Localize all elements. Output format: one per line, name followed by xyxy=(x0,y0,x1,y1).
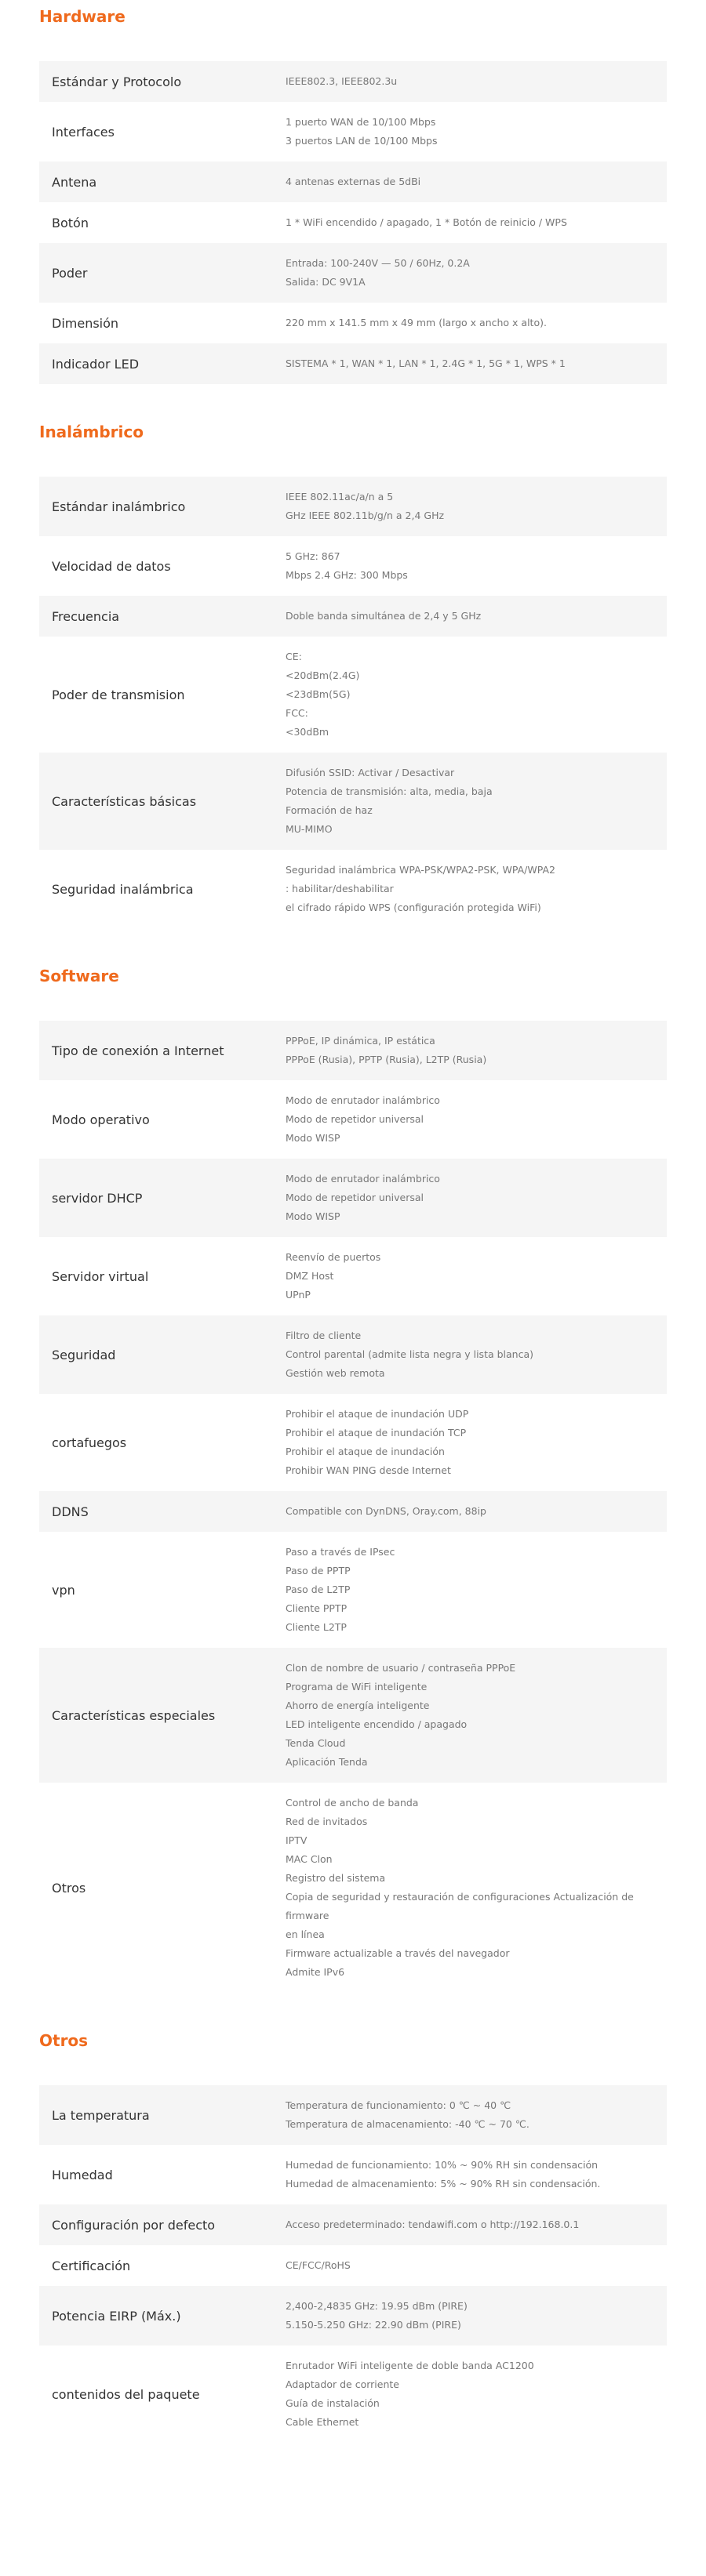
spec-row xyxy=(39,1783,667,1993)
spec-value-line: Humedad de funcionamiento: 10% ~ 90% RH sin condensación xyxy=(286,2159,599,2171)
spec-row xyxy=(39,161,667,202)
spec-row xyxy=(39,2245,667,2286)
spec-value xyxy=(286,2204,667,2245)
spec-value-line: 4 antenas externas de 5dBi xyxy=(286,176,421,187)
spec-row xyxy=(39,596,667,637)
spec-row xyxy=(39,343,667,384)
spec-row xyxy=(39,102,667,161)
spec-value-line: Firmware actualizable a través del navegador xyxy=(286,1947,510,1959)
spec-label: Poder de transmision xyxy=(52,687,185,702)
spec-label: La temperatura xyxy=(52,2107,150,2123)
spec-row xyxy=(39,1532,667,1648)
spec-value-line: 5.150-5.250 GHz: 22.90 dBm (PIRE) xyxy=(286,2319,461,2331)
spec-value xyxy=(286,102,667,161)
spec-row xyxy=(39,202,667,243)
section-hardware xyxy=(0,0,706,384)
spec-value xyxy=(286,637,667,753)
spec-label: Tipo de conexión a Internet xyxy=(52,1043,224,1058)
spec-value-line: en línea xyxy=(286,1928,325,1940)
spec-value-line: Modo de enrutador inalámbrico xyxy=(286,1173,440,1185)
spec-value-line: <20dBm(2.4G) xyxy=(286,669,360,681)
spec-value-line: CE: xyxy=(286,651,302,662)
spec-value-line: Copia de seguridad y restauración de configuraciones Actualización de xyxy=(286,1891,634,1903)
spec-label: Potencia EIRP (Máx.) xyxy=(52,2308,181,2324)
spec-value-line: Filtro de cliente xyxy=(286,1330,362,1341)
spec-label: Antena xyxy=(52,174,97,190)
spec-value-line: Potencia de transmisión: alta, media, baja xyxy=(286,785,493,797)
spec-value-line: Prohibir el ataque de inundación xyxy=(286,1446,445,1457)
spec-value-line: Tenda Cloud xyxy=(286,1737,346,1749)
spec-row xyxy=(39,477,667,536)
spec-value-line: Entrada: 100-240V — 50 / 60Hz, 0.2A xyxy=(286,257,470,269)
spec-value-line: Acceso predeterminado: tendawifi.com o http://192.168.0.1 xyxy=(286,2219,580,2230)
spec-value-line: Modo de repetidor universal xyxy=(286,1113,424,1125)
spec-value-line: Clon de nombre de usuario / contraseña PPPoE xyxy=(286,1662,516,1674)
spec-label: servidor DHCP xyxy=(52,1190,143,1206)
spec-value-line: Modo de enrutador inalámbrico xyxy=(286,1094,440,1106)
spec-value-line: CE/FCC/RoHS xyxy=(286,2259,351,2271)
spec-value-line: Modo WISP xyxy=(286,1132,340,1144)
spec-table xyxy=(39,2085,667,2443)
spec-value-line: 220 mm x 141.5 mm x 49 mm (largo x ancho x alto). xyxy=(286,317,547,328)
spec-row xyxy=(39,1394,667,1491)
spec-row xyxy=(39,1021,667,1080)
spec-value-line: 2,400-2,4835 GHz: 19.95 dBm (PIRE) xyxy=(286,2300,468,2312)
spec-value xyxy=(286,1394,667,1491)
spec-row xyxy=(39,2085,667,2145)
spec-row xyxy=(39,2204,667,2245)
spec-row xyxy=(39,303,667,343)
spec-value-line: Cliente PPTP xyxy=(286,1602,348,1614)
spec-value-line: Prohibir el ataque de inundación TCP xyxy=(286,1427,467,1439)
spec-row xyxy=(39,243,667,303)
spec-value-line: Compatible con DynDNS, Oray.com, 88ip xyxy=(286,1505,486,1517)
spec-row xyxy=(39,850,667,928)
spec-value xyxy=(286,1648,667,1783)
spec-value xyxy=(286,161,667,202)
spec-label: Estándar y Protocolo xyxy=(52,74,182,89)
spec-value-line: Prohibir el ataque de inundación UDP xyxy=(286,1408,469,1420)
spec-label: Poder xyxy=(52,265,88,281)
spec-value xyxy=(286,1021,667,1080)
spec-value-line: : habilitar/deshabilitar xyxy=(286,883,394,894)
spec-value-line: Red de invitados xyxy=(286,1816,368,1827)
spec-value xyxy=(286,753,667,850)
spec-label: Servidor virtual xyxy=(52,1268,149,1284)
spec-value-line: Prohibir WAN PING desde Internet xyxy=(286,1464,451,1476)
spec-value xyxy=(286,2245,667,2286)
spec-value xyxy=(286,243,667,303)
spec-row xyxy=(39,1315,667,1394)
spec-value-line: Admite IPv6 xyxy=(286,1966,345,1978)
spec-value-line: LED inteligente encendido / apagado xyxy=(286,1718,468,1730)
spec-table xyxy=(39,477,667,928)
spec-value-line: Paso a través de IPsec xyxy=(286,1546,395,1558)
spec-label: Configuración por defecto xyxy=(52,2217,216,2233)
spec-value xyxy=(286,1159,667,1237)
spec-value-line: FCC: xyxy=(286,707,308,719)
spec-value-line: Adaptador de corriente xyxy=(286,2378,399,2390)
spec-value-line: <23dBm(5G) xyxy=(286,688,351,700)
section-software xyxy=(0,960,706,1993)
spec-value-line: Formación de haz xyxy=(286,804,373,816)
spec-value xyxy=(286,1491,667,1532)
spec-row xyxy=(39,753,667,850)
spec-value-line: Cable Ethernet xyxy=(286,2416,359,2428)
spec-value-line: Ahorro de energía inteligente xyxy=(286,1700,430,1711)
spec-label: Botón xyxy=(52,215,89,230)
spec-value-line: MAC Clon xyxy=(286,1853,333,1865)
spec-value xyxy=(286,2286,667,2346)
spec-value-line: Enrutador WiFi inteligente de doble banda AC1200 xyxy=(286,2360,534,2371)
spec-value-line: Modo WISP xyxy=(286,1210,340,1222)
spec-label: Características básicas xyxy=(52,793,197,809)
spec-value-line: 5 GHz: 867 xyxy=(286,550,340,562)
spec-label: Dimensión xyxy=(52,315,119,331)
spec-value-line: UPnP xyxy=(286,1289,311,1301)
spec-value xyxy=(286,477,667,536)
spec-row xyxy=(39,1159,667,1237)
spec-label: Características especiales xyxy=(52,1707,216,1723)
section-title: Inalámbrico xyxy=(39,423,144,441)
spec-row xyxy=(39,2286,667,2346)
spec-label: Frecuencia xyxy=(52,608,120,624)
spec-value xyxy=(286,850,667,928)
spec-value xyxy=(286,1783,667,1993)
spec-value-line: 1 puerto WAN de 10/100 Mbps xyxy=(286,116,436,128)
section-inalambrico xyxy=(0,415,706,928)
spec-value-line: Programa de WiFi inteligente xyxy=(286,1681,428,1693)
spec-value-line: Aplicación Tenda xyxy=(286,1756,368,1768)
spec-value xyxy=(286,343,667,384)
section-title: Otros xyxy=(39,2031,89,2050)
spec-label: Indicador LED xyxy=(52,356,140,372)
spec-value-line: el cifrado rápido WPS (configuración protegida WiFi) xyxy=(286,902,541,913)
spec-label: Otros xyxy=(52,1880,86,1896)
spec-label: Modo operativo xyxy=(52,1112,150,1127)
spec-value-line: PPPoE (Rusia), PPTP (Rusia), L2TP (Rusia) xyxy=(286,1054,487,1065)
spec-label: vpn xyxy=(52,1582,75,1598)
spec-value-line: IEEE802.3, IEEE802.3u xyxy=(286,75,398,87)
section-otros xyxy=(0,2024,706,2443)
spec-value-line: firmware xyxy=(286,1910,329,1921)
spec-value-line: Temperatura de funcionamiento: 0 ℃ ~ 40 ℃ xyxy=(286,2099,511,2111)
spec-value-line: Difusión SSID: Activar / Desactivar xyxy=(286,767,455,778)
spec-value xyxy=(286,303,667,343)
spec-label: contenidos del paquete xyxy=(52,2386,200,2402)
spec-value-line: Humedad de almacenamiento: 5% ~ 90% RH sin condensación. xyxy=(286,2178,601,2190)
spec-value-line: Control parental (admite lista negra y lista blanca) xyxy=(286,1348,533,1360)
spec-label: Seguridad inalámbrica xyxy=(52,881,194,897)
spec-value xyxy=(286,1532,667,1648)
spec-value-line: PPPoE, IP dinámica, IP estática xyxy=(286,1035,435,1047)
spec-value-line: Doble banda simultánea de 2,4 y 5 GHz xyxy=(286,610,482,622)
spec-value-line: Seguridad inalámbrica WPA-PSK/WPA2-PSK, WPA/WPA2 xyxy=(286,864,555,876)
spec-value-line: IPTV xyxy=(286,1834,308,1846)
spec-value-line: <30dBm xyxy=(286,726,329,738)
spec-value-line: MU-MIMO xyxy=(286,823,333,835)
spec-value-line: Paso de PPTP xyxy=(286,1565,351,1576)
spec-value-line: IEEE 802.11ac/a/n a 5 xyxy=(286,491,394,503)
spec-value-line: 3 puertos LAN de 10/100 Mbps xyxy=(286,135,438,147)
spec-row xyxy=(39,2346,667,2443)
spec-label: Interfaces xyxy=(52,124,115,140)
spec-row xyxy=(39,637,667,753)
spec-value xyxy=(286,2346,667,2443)
spec-label: Humedad xyxy=(52,2167,113,2182)
spec-row xyxy=(39,1237,667,1315)
spec-label: Velocidad de datos xyxy=(52,558,171,574)
spec-value-line: Reenvío de puertos xyxy=(286,1251,381,1263)
spec-value-line: DMZ Host xyxy=(286,1270,334,1282)
spec-value-line: Mbps 2.4 GHz: 300 Mbps xyxy=(286,569,408,581)
spec-value xyxy=(286,1080,667,1159)
spec-label: Certificación xyxy=(52,2258,131,2273)
spec-value-line: Modo de repetidor universal xyxy=(286,1192,424,1203)
section-title: Hardware xyxy=(39,7,126,26)
spec-label: DDNS xyxy=(52,1504,89,1519)
spec-value-line: Guía de instalación xyxy=(286,2397,380,2409)
spec-table xyxy=(39,61,667,384)
spec-label: cortafuegos xyxy=(52,1435,127,1450)
spec-value-line: GHz IEEE 802.11b/g/n a 2,4 GHz xyxy=(286,510,445,521)
spec-value-line: Gestión web remota xyxy=(286,1367,385,1379)
spec-value-line: Registro del sistema xyxy=(286,1872,386,1884)
spec-value xyxy=(286,2145,667,2204)
spec-value xyxy=(286,61,667,102)
spec-value xyxy=(286,1237,667,1315)
spec-value-line: 1 * WiFi encendido / apagado, 1 * Botón de reinicio / WPS xyxy=(286,216,567,228)
spec-row xyxy=(39,1491,667,1532)
spec-value-line: Control de ancho de banda xyxy=(286,1797,419,1809)
spec-value-line: SISTEMA * 1, WAN * 1, LAN * 1, 2.4G * 1, 5G * 1, WPS * 1 xyxy=(286,357,566,369)
spec-row xyxy=(39,61,667,102)
spec-value xyxy=(286,536,667,596)
spec-label: Seguridad xyxy=(52,1347,116,1362)
spec-row xyxy=(39,1080,667,1159)
spec-value xyxy=(286,2085,667,2145)
section-title: Software xyxy=(39,967,119,985)
spec-value xyxy=(286,596,667,637)
spec-label: Estándar inalámbrico xyxy=(52,499,186,514)
spec-value xyxy=(286,202,667,243)
spec-value-line: Temperatura de almacenamiento: -40 ℃ ~ 70 ℃. xyxy=(286,2118,530,2130)
spec-row xyxy=(39,2145,667,2204)
spec-row xyxy=(39,1648,667,1783)
spec-value-line: Cliente L2TP xyxy=(286,1621,347,1633)
spec-value-line: Paso de L2TP xyxy=(286,1584,351,1595)
spec-value-line: Salida: DC 9V1A xyxy=(286,276,366,288)
spec-value xyxy=(286,1315,667,1394)
spec-row xyxy=(39,536,667,596)
spec-table xyxy=(39,1021,667,1993)
